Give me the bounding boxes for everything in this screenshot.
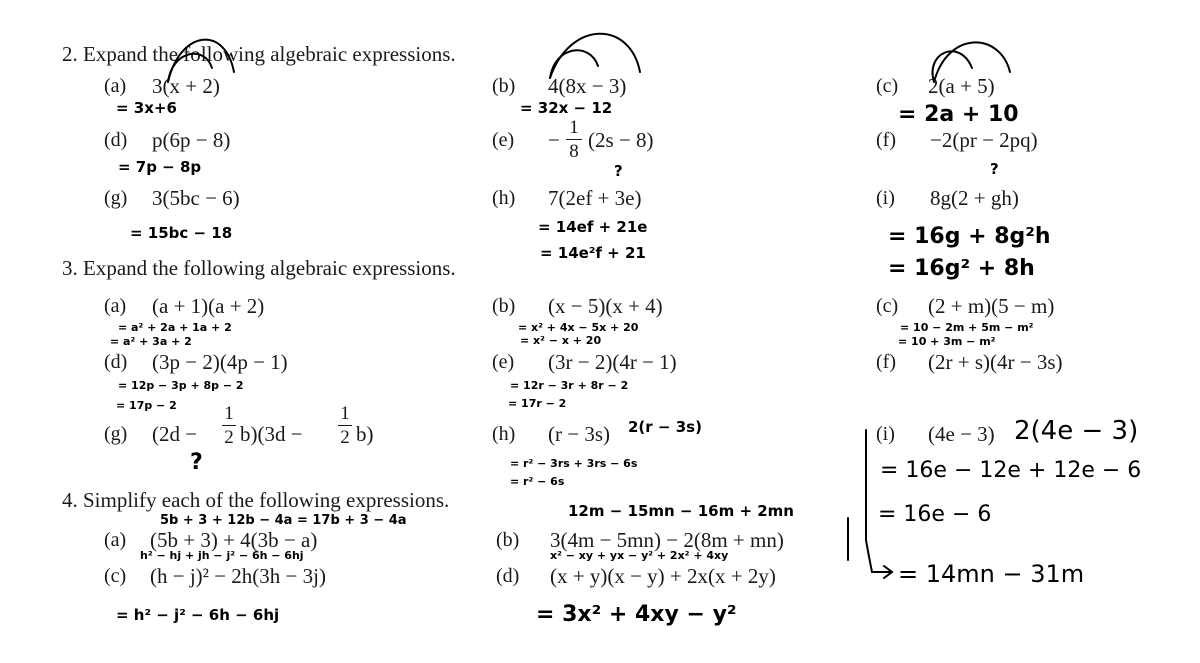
q2g-handwritten-work: = 15bc − 18 [130,224,233,242]
q3-heading: 3. Expand the following algebraic expressions. [62,256,456,280]
q4c-handwritten-work-line2: = h² − j² − 6h − 6hj [116,606,280,624]
q4b-handwritten-work-line1: 12m − 15mn − 16m + 2mn [568,502,794,520]
q3b-label: (b) [492,295,516,317]
q3c-expression: (2 + m)(5 − m) [928,294,1055,318]
q3g-expression-part2: b)(3d − [240,422,303,446]
q2b-arrow-2 [550,34,640,78]
q3h-handwritten-work-line2: = r² − 6s [510,475,565,488]
q2-heading: 2. Expand the following algebraic expressions. [62,42,456,66]
q3g-numerator-2: 1 [340,403,350,424]
q2a-label: (a) [104,75,127,97]
q4b-expression: 3(4m − 5mn) − 2(8m + mn) [550,528,784,552]
q3f-expression: (2r + s)(4r − 3s) [928,350,1063,374]
q3d-expression: (3p − 2)(4p − 1) [152,350,288,374]
q3g-numerator-1: 1 [224,403,234,424]
q3g-label: (g) [104,423,128,445]
q4d-handwritten-work-line2: = 3x² + 4xy − y² [536,602,737,627]
q3g-denominator-2: 2 [340,427,350,448]
q2e-handwritten-work: ? [614,162,623,180]
q3e-label: (e) [492,351,515,373]
q2d-handwritten-work: = 7p − 8p [118,158,202,176]
q2f-label: (f) [876,129,896,151]
q3a-label: (a) [104,295,127,317]
q3i-handwritten-extra: 2(4e − 3) [1014,416,1139,446]
q3h-expression: (r − 3s) [548,422,610,446]
q2e-label: (e) [492,129,515,151]
q3h-handwritten-work-line1: = r² − 3rs + 3rs − 6s [510,457,638,470]
q3g-denominator-1: 2 [224,427,234,448]
q3c-label: (c) [876,295,899,317]
q2i-handwritten-work-line2: = 16g² + 8h [888,256,1035,281]
q3e-handwritten-work-line1: = 12r − 3r + 8r − 2 [510,379,629,392]
q3g-expression-part3: b) [356,422,374,446]
q3e-handwritten-work-line2: = 17r − 2 [508,397,567,410]
q2f-expression: −2(pr − 2pq) [930,128,1038,152]
q4c-label: (c) [104,565,127,587]
q2i-label: (i) [876,187,895,209]
q2i-expression: 8g(2 + gh) [930,186,1019,210]
q2c-arrow-2 [934,42,1010,82]
q4d-label: (d) [496,565,520,587]
q3f-label: (f) [876,351,896,373]
q3g-expression-part1: (2d − [152,422,198,446]
q2b-expression: 4(8x − 3) [548,74,627,98]
q2e-expression: (2s − 8) [588,128,654,152]
q2h-handwritten-work-line2: = 14e²f + 21 [540,244,646,262]
q2c-label: (c) [876,75,899,97]
q2i-handwritten-work-line1: = 16g + 8g²h [888,224,1051,249]
q3e-expression: (3r − 2)(4r − 1) [548,350,677,374]
q2c-handwritten-work: = 2a + 10 [898,102,1019,127]
q3d-label: (d) [104,351,128,373]
q3d-handwritten-work-line1: = 12p − 3p + 8p − 2 [118,379,244,392]
q3i-handwritten-work-line2: = 16e − 6 [878,502,992,527]
q3i-expression: (4e − 3) [928,422,995,446]
q4-heading: 4. Simplify each of the following expressions. [62,488,450,512]
q2g-label: (g) [104,187,128,209]
q2e-denominator: 8 [569,141,579,162]
q2b-handwritten-work: = 32x − 12 [520,99,613,117]
q2c-expression: 2(a + 5) [928,74,995,98]
answer-frame [848,430,892,578]
q2f-handwritten-work: ? [990,160,999,178]
q3h-handwritten-extra: 2(r − 3s) [628,418,702,436]
q2h-handwritten-work-line1: = 14ef + 21e [538,218,648,236]
q4d-handwritten-work-line1: x² − xy + yx − y² + 2x² + 4xy [550,549,729,562]
q2-heading-arrow-1 [168,54,212,82]
q3i-label: (i) [876,423,895,445]
distribution-arrows [168,34,1010,82]
q4c-expression: (h − j)² − 2h(3h − 3j) [150,564,326,588]
q4a-expression: (5b + 3) + 4(3b − a) [150,528,318,552]
q3d-handwritten-work-line2: = 17p − 2 [116,399,177,412]
q4b-label: (b) [496,529,520,551]
q3b-handwritten-work-line1: = x² + 4x − 5x + 20 [518,321,639,334]
q2e-minus: − [548,128,560,152]
q3b-handwritten-work-line2: = x² − x + 20 [520,334,602,347]
q3c-handwritten-work-line1: = 10 − 2m + 5m − m² [900,321,1034,334]
q2a-expression: 3(x + 2) [152,74,220,98]
q3a-handwritten-work-line1: = a² + 2a + 1a + 2 [118,321,232,334]
q3g-handwritten-work: ? [190,450,203,475]
q4a-label: (a) [104,529,127,551]
q3i-handwritten-work-line1: = 16e − 12e + 12e − 6 [880,458,1142,483]
q3a-expression: (a + 1)(a + 2) [152,294,265,318]
q3a-handwritten-work-line2: = a² + 3a + 2 [110,335,192,348]
q3h-label: (h) [492,423,516,445]
q2a-handwritten-work: = 3x+6 [116,99,177,117]
q3b-expression: (x − 5)(x + 4) [548,294,663,318]
q2h-expression: 7(2ef + 3e) [548,186,642,210]
q2e-numerator: 1 [569,117,579,138]
q4c-handwritten-work-line1: h² − hj + jh − j² − 6h − 6hj [140,549,304,562]
q2h-label: (h) [492,187,516,209]
q2g-expression: 3(5bc − 6) [152,186,240,210]
q2d-label: (d) [104,129,128,151]
q2b-label: (b) [492,75,516,97]
q4b-handwritten-result: = 14mn − 31m [898,560,1085,588]
q4d-expression: (x + y)(x − y) + 2x(x + 2y) [550,564,776,588]
q2d-expression: p(6p − 8) [152,128,231,152]
q2c-arrow-1 [933,51,972,82]
q4a-handwritten-work: 5b + 3 + 12b − 4a = 17b + 3 − 4a [160,513,407,528]
q3c-handwritten-work-line2: = 10 + 3m − m² [898,335,996,348]
